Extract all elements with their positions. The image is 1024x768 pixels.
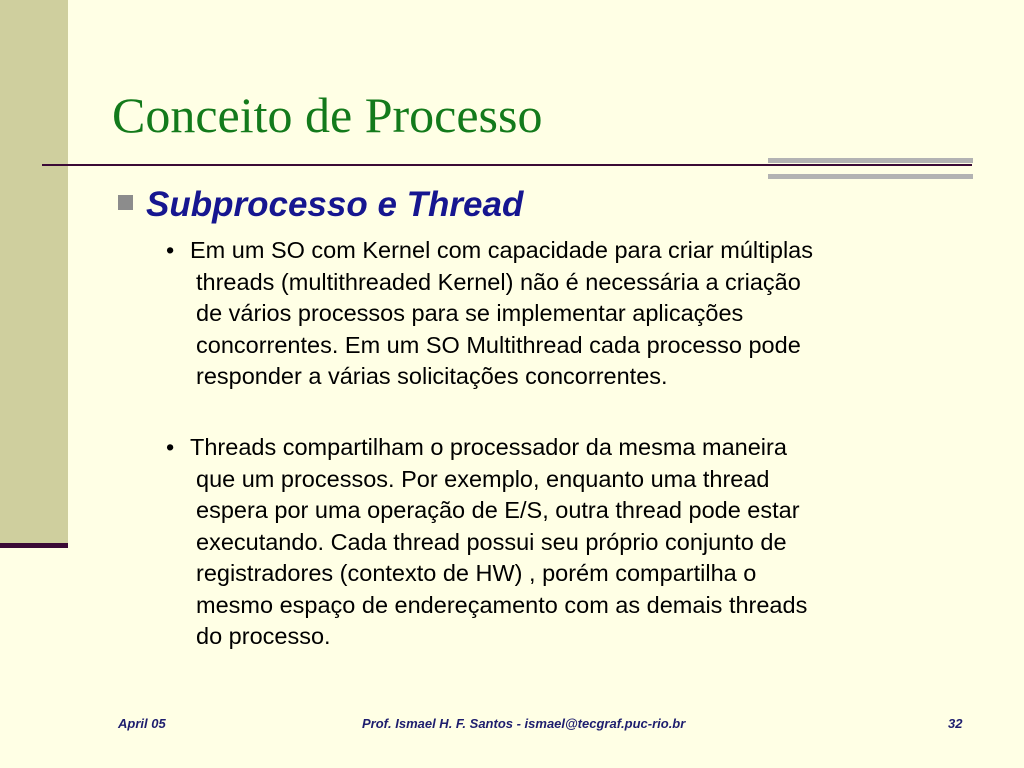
paragraph-line: de vários processos para se implementar aplicações bbox=[196, 300, 744, 326]
square-bullet-icon bbox=[118, 195, 133, 210]
paragraph-line: espera por uma operação de E/S, outra thread pode estar bbox=[196, 497, 800, 523]
title-decorative-bars bbox=[768, 158, 973, 180]
paragraph-line: registradores (contexto de HW) , porém compartilha o bbox=[196, 560, 757, 586]
paragraph-line: executando. Cada thread possui seu próprio conjunto de bbox=[196, 528, 787, 555]
paragraph-line: do processo. bbox=[196, 623, 331, 649]
footer-page-number: 32 bbox=[948, 716, 963, 731]
paragraph-line bbox=[166, 432, 976, 464]
paragraph-line: concorrentes. Em um SO Multithread cada processo pode bbox=[196, 331, 801, 358]
left-decorative-bar bbox=[0, 0, 68, 545]
decorative-bar-top bbox=[768, 158, 973, 163]
paragraph-line: responder a várias solicitações concorrentes. bbox=[196, 363, 668, 389]
slide-title: Conceito de Processo bbox=[112, 87, 543, 143]
paragraph-line: que um processos. Por exemplo, enquanto uma thread bbox=[196, 465, 770, 492]
section-heading: Subprocesso e Thread bbox=[146, 185, 524, 224]
bullet-paragraph-2 bbox=[166, 432, 976, 653]
paragraph-line bbox=[166, 235, 976, 267]
left-bar-rule bbox=[0, 543, 68, 548]
decorative-bar-bottom bbox=[768, 174, 973, 179]
bullet-paragraph-1 bbox=[166, 235, 976, 393]
paragraph-line: threads (multithreaded Kernel) não é necessária a criação bbox=[196, 268, 801, 295]
bullet-dot-icon: • bbox=[166, 434, 175, 460]
paragraph-text: Threads compartilham o processador da mesma maneira bbox=[190, 434, 787, 460]
footer-date: April 05 bbox=[118, 716, 166, 731]
heading-bullet bbox=[118, 185, 523, 225]
paragraph-text: Em um SO com Kernel com capacidade para criar múltiplas bbox=[190, 237, 813, 263]
paragraph-line: mesmo espaço de endereçamento com as demais threads bbox=[196, 591, 808, 618]
bullet-dot-icon: • bbox=[166, 237, 175, 263]
footer-author: Prof. Ismael H. F. Santos - ismael@tecgraf.puc-rio.br bbox=[362, 716, 686, 731]
